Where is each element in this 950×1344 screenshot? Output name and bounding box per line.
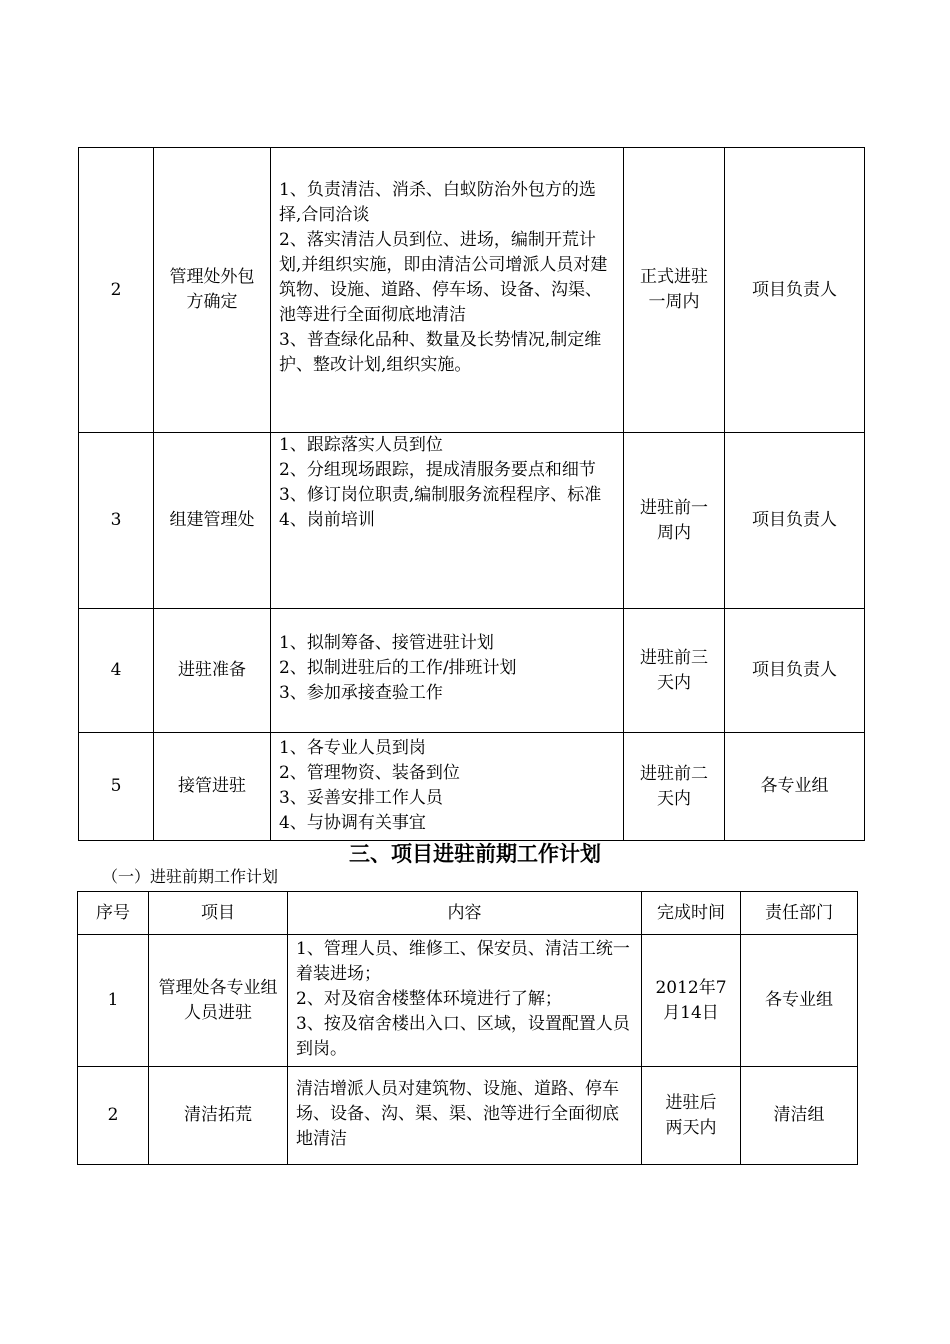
content-line: 清洁增派人员对建筑物、设施、道路、停车场、设备、沟、渠、渠、池等进行全面彻底地清洁	[296, 1079, 619, 1149]
row-content	[271, 148, 624, 433]
header-dept: 责任部门	[741, 892, 858, 935]
list-item: 1、 跟踪落实人员到位	[279, 435, 443, 455]
row-content	[271, 733, 624, 841]
row-dept: 项目负责人	[725, 148, 865, 433]
row-number: 2	[78, 1067, 149, 1165]
row-dept: 各专业组	[725, 733, 865, 841]
pre-entry-work-plan-table	[77, 891, 858, 1165]
row-time: 进驻前一周内	[624, 433, 725, 609]
table-row	[79, 609, 865, 733]
content-line: 2、对及宿舍楼整体环境进行了解；	[296, 989, 562, 1009]
list-item: 2、 分组现场跟踪，提成清服务要点和细节	[279, 460, 596, 480]
content-list	[279, 631, 617, 706]
row-number: 5	[79, 733, 154, 841]
row-content	[271, 433, 624, 609]
header-time: 完成时间	[642, 892, 741, 935]
row-dept: 项目负责人	[725, 433, 865, 609]
table-row	[79, 433, 865, 609]
table-row	[78, 935, 858, 1067]
row-time: 进驻前二天内	[624, 733, 725, 841]
row-dept: 清洁组	[741, 1067, 858, 1165]
row-number: 2	[79, 148, 154, 433]
table-row	[79, 148, 865, 433]
row-time: 2012年7月14日	[642, 935, 741, 1067]
row-content	[271, 609, 624, 733]
list-item: 4、 岗前培训	[279, 510, 375, 530]
row-item: 进驻准备	[154, 609, 271, 733]
list-item: 3、 修订岗位职责,编制服务流程程序、标准	[279, 485, 602, 505]
list-item: 2、 管理物资、装备到位	[279, 763, 460, 783]
row-item: 清洁拓荒	[149, 1067, 288, 1165]
row-time: 进驻前三天内	[624, 609, 725, 733]
subsection-heading: （一）进驻前期工作计划	[102, 867, 279, 886]
header-content: 内容	[288, 892, 642, 935]
list-item: 4、 与协调有关事宜	[279, 813, 426, 833]
row-number: 3	[79, 433, 154, 609]
list-item: 3、 参加承接查验工作	[279, 683, 443, 703]
list-item: 1、 各专业人员到岗	[279, 738, 426, 758]
row-dept: 项目负责人	[725, 609, 865, 733]
row-item: 管理处各专业组人员进驻	[149, 935, 288, 1067]
list-item: 3、 妥善安排工作人员	[279, 788, 443, 808]
row-item: 接管进驻	[154, 733, 271, 841]
row-number: 4	[79, 609, 154, 733]
content-line: 1、负责清洁、消杀、白蚁防治外包方的选择,合同洽谈	[279, 180, 596, 225]
header-item: 项目	[149, 892, 288, 935]
section-heading: 三、项目进驻前期工作计划	[349, 842, 601, 866]
header-no: 序号	[78, 892, 149, 935]
row-item: 管理处外包方确定	[154, 148, 271, 433]
row-item: 组建管理处	[154, 433, 271, 609]
content-list	[279, 736, 617, 836]
work-plan-table-continued	[78, 147, 865, 841]
table-row	[78, 1067, 858, 1165]
content-list	[279, 433, 617, 533]
row-dept: 各专业组	[741, 935, 858, 1067]
table-row	[79, 733, 865, 841]
content-line: 3、按及宿舍楼出入口、区域，设置配置人员到岗。	[296, 1014, 630, 1059]
list-item: 1、 拟制筹备、接管进驻计划	[279, 633, 494, 653]
row-time: 正式进驻一周内	[624, 148, 725, 433]
content-line: 1、管理人员、维修工、保安员、清洁工统一着装进场；	[296, 939, 630, 984]
row-content	[288, 1067, 642, 1165]
row-number: 1	[78, 935, 149, 1067]
row-content	[288, 935, 642, 1067]
list-item: 2、 拟制进驻后的工作/排班计划	[279, 658, 517, 678]
content-line: 2、落实清洁人员到位、进场，编制开荒计划,并组织实施，即由清洁公司增派人员对建筑物、设施、道路、停车场、设备、沟渠、池等进行全面彻底地清洁	[279, 230, 608, 325]
table-header-row	[78, 892, 858, 935]
row-time: 进驻后两天内	[642, 1067, 741, 1165]
content-line: 3、普查绿化品种、数量及长势情况,制定维护、整改计划,组织实施。	[279, 330, 602, 375]
